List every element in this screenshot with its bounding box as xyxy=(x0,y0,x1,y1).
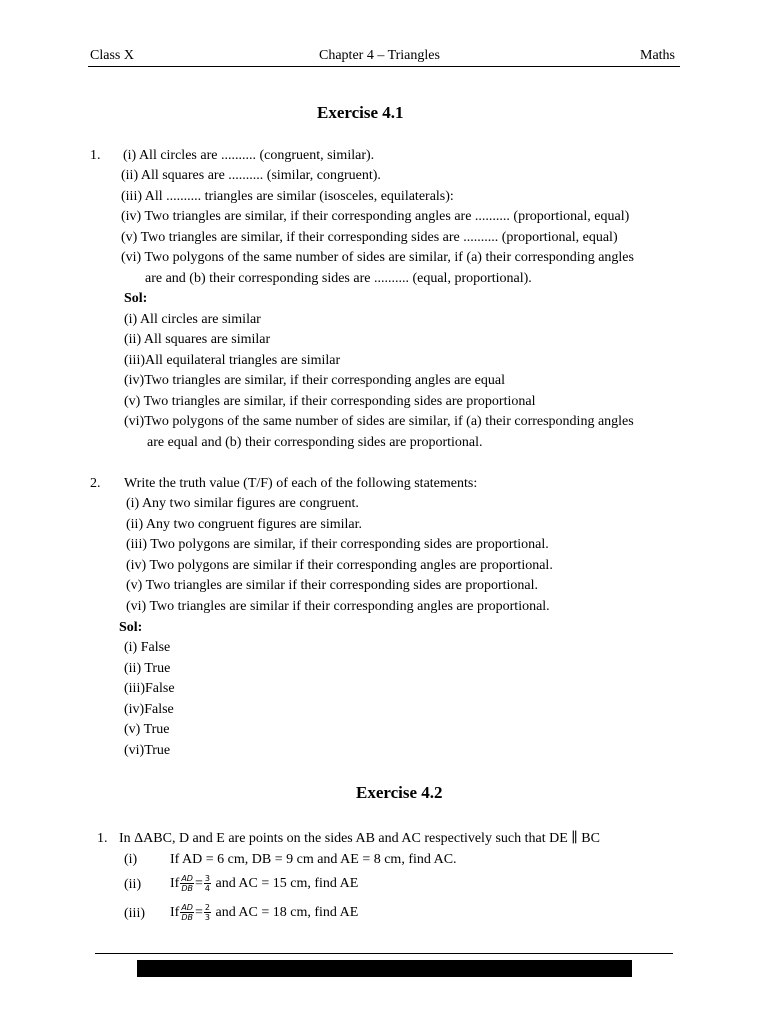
part-label: (ii) xyxy=(124,877,142,892)
header-chapter: Chapter 4 – Triangles xyxy=(319,48,440,63)
equals-sign: = xyxy=(194,905,203,920)
fraction-ratio xyxy=(204,874,211,893)
part-expression xyxy=(170,896,358,930)
list-item: (v) Two triangles are similar if their corresponding sides are proportional. xyxy=(126,578,539,593)
exercise-4-1-title: Exercise 4.1 xyxy=(317,103,404,122)
list-item: (iv) Two polygons are similar if their corresponding angles are proportional. xyxy=(126,558,553,573)
solution-label: Sol: xyxy=(119,620,143,635)
solution-item-continuation: are equal and (b) their corresponding sides are proportional. xyxy=(147,435,483,450)
exercise-4-2-title: Exercise 4.2 xyxy=(356,783,443,802)
part-text: and AC = 15 cm, find AE xyxy=(215,876,359,891)
solution-item: (vi)Two polygons of the same number of sides are similar, if (a) their corresponding angles xyxy=(124,414,634,429)
solution-item: (iii)False xyxy=(124,681,175,696)
part-text: and AC = 18 cm, find AE xyxy=(215,905,359,920)
header-subject: Maths xyxy=(640,48,675,63)
fraction-numerator: AD xyxy=(181,903,193,913)
part-text: If AD = 6 cm, DB = 9 cm and AE = 8 cm, find AC. xyxy=(170,852,457,867)
solution-item: (vi)True xyxy=(124,743,171,758)
part-label: (i) xyxy=(124,852,138,867)
equals-sign: = xyxy=(194,876,203,891)
fraction-numerator: 2 xyxy=(204,903,210,913)
list-item: (vi) Two polygons of the same number of sides are similar, if (a) their corresponding angles xyxy=(121,250,634,265)
list-item: (ii) All squares are .......... (similar, congruent). xyxy=(121,168,381,183)
if-word: If xyxy=(170,876,180,891)
question-prompt: In ΔABC, D and E are points on the sides AB and AC respectively such that DE ∥ BC xyxy=(119,831,600,846)
fraction-denominator: DB xyxy=(181,884,193,894)
fraction-denominator: 4 xyxy=(204,884,210,894)
part-label: (iii) xyxy=(124,906,145,921)
list-item: (iii) All .......... triangles are similar (isosceles, equilaterals): xyxy=(121,189,454,204)
solution-item: (i) False xyxy=(124,640,171,655)
header-class: Class X xyxy=(90,48,134,63)
list-item: (iii) Two polygons are similar, if their corresponding sides are proportional. xyxy=(126,537,549,552)
footer-rule xyxy=(95,953,673,954)
question-number: 1. xyxy=(97,831,108,846)
solution-label: Sol: xyxy=(124,291,148,306)
fraction-ad-db xyxy=(180,874,194,893)
list-item: (ii) Any two congruent figures are similar. xyxy=(126,517,362,532)
solution-item: (iii)All equilateral triangles are similar xyxy=(124,353,341,368)
list-item-continuation: are and (b) their corresponding sides are .......... (equal, proportional). xyxy=(145,271,532,286)
solution-item: (iv)Two triangles are similar, if their corresponding angles are equal xyxy=(124,373,505,388)
fraction-ad-db xyxy=(180,903,194,922)
list-item: (vi) Two triangles are similar if their corresponding angles are proportional. xyxy=(126,599,550,614)
solution-item: (v) Two triangles are similar, if their corresponding sides are proportional xyxy=(124,394,536,409)
fraction-numerator: AD xyxy=(181,874,193,884)
fraction-numerator: 3 xyxy=(204,874,210,884)
solution-item: (v) True xyxy=(124,722,170,737)
question-number: 2. xyxy=(90,476,101,491)
list-item: (v) Two triangles are similar, if their corresponding sides are .......... (proportional, equal) xyxy=(121,230,618,245)
solution-item: (ii) True xyxy=(124,661,171,676)
if-word: If xyxy=(170,905,180,920)
footer-redacted-bar xyxy=(137,960,632,977)
list-item: (i) Any two similar figures are congruent. xyxy=(126,496,359,511)
question-prompt: Write the truth value (T/F) of each of the following statements: xyxy=(124,476,478,491)
solution-item: (iv)False xyxy=(124,702,174,717)
question-number: 1. xyxy=(90,148,101,163)
solution-item: (i) All circles are similar xyxy=(124,312,261,327)
solution-item: (ii) All squares are similar xyxy=(124,332,271,347)
fraction-denominator: 3 xyxy=(204,913,210,923)
list-item: (iv) Two triangles are similar, if their corresponding angles are .......... (proportional, equal) xyxy=(121,209,630,224)
list-item: (i) All circles are .......... (congruent, similar). xyxy=(123,148,375,163)
fraction-ratio xyxy=(204,903,211,922)
fraction-denominator: DB xyxy=(181,913,193,923)
header-rule xyxy=(88,66,680,67)
